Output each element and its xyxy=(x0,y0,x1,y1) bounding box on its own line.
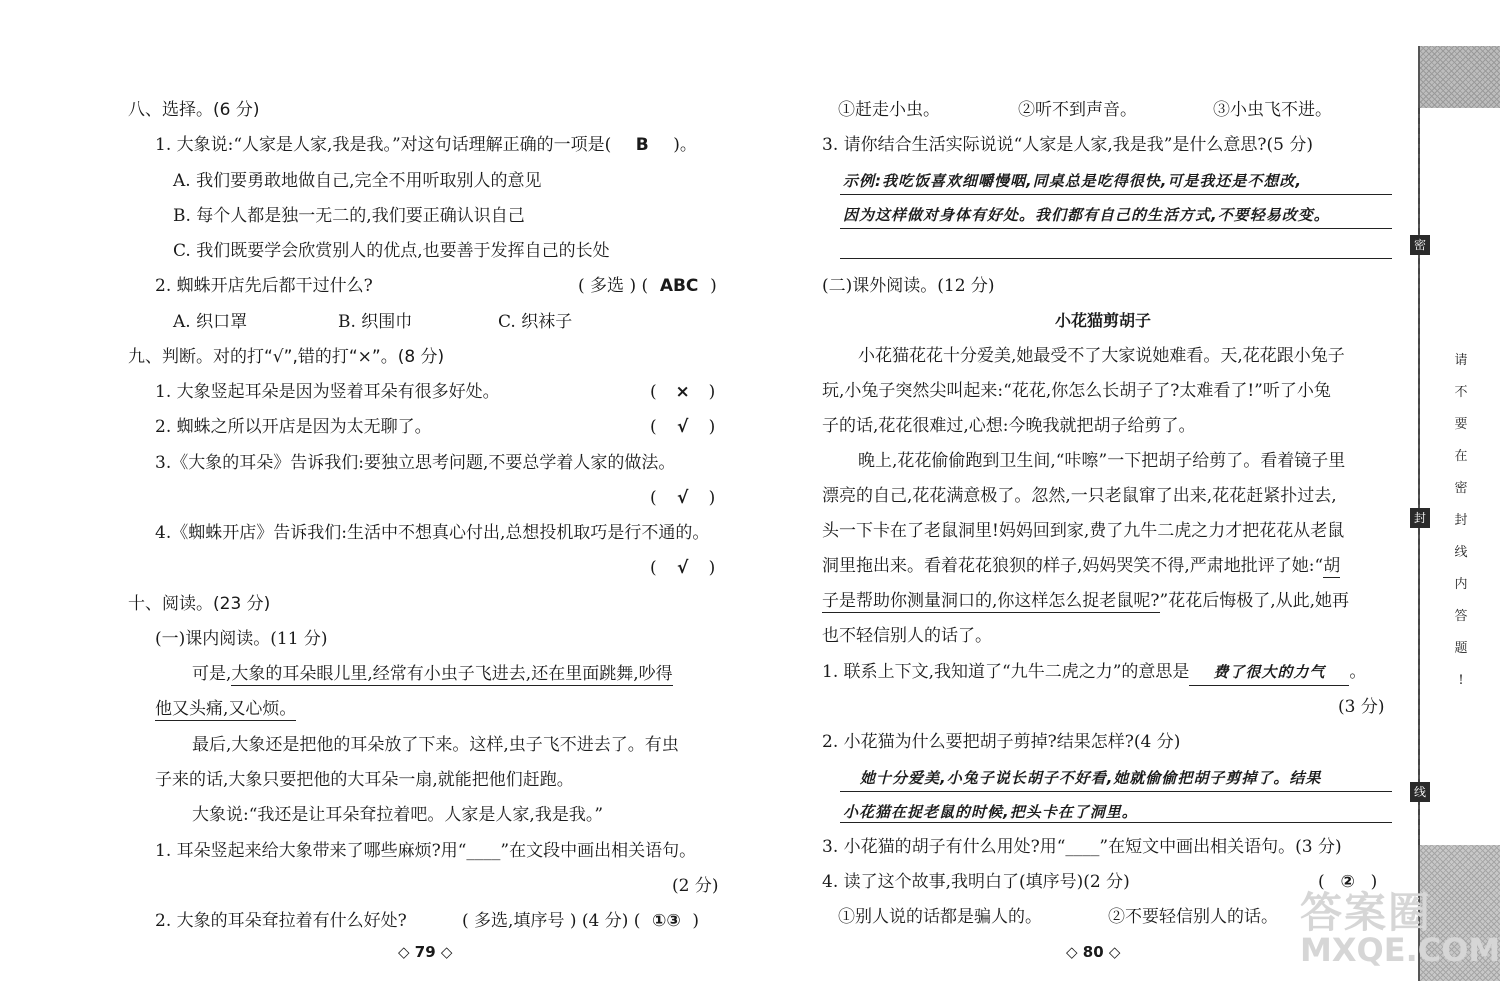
s8-q2-answer: ABC xyxy=(659,276,699,296)
s8-q1-option-c: C. 我们既要学会欣赏别人的优点,也要善于发挥自己的长处 xyxy=(173,241,610,261)
paren-close: ) xyxy=(708,382,716,402)
s8-q2-option-b: B. 织围巾 xyxy=(338,312,413,332)
q2-option-2: ②听不到声音。 xyxy=(1018,100,1137,120)
story-q3-text: 3. 小花猫的胡子有什么用处?用“____”在短文中画出相关语句。(3 分) xyxy=(822,837,1342,857)
section-8-title: 八、选择。(6 分) xyxy=(128,100,260,120)
story-q1-line xyxy=(822,660,1366,686)
s9-q1-text: 1. 大象竖起耳朵是因为竖着耳朵有很多好处。 xyxy=(155,382,500,402)
story-line-8-text: ”花花后悔极了,从此,她再 xyxy=(1159,591,1350,611)
answer-line xyxy=(840,791,1392,792)
story-q1-score: (3 分) xyxy=(1338,697,1385,717)
s10-sub1-title: (一)课内阅读。(11 分) xyxy=(155,629,328,649)
notice-char: ! xyxy=(1458,673,1464,688)
binding-strip-pattern-top xyxy=(1420,46,1500,108)
reading-q3-answer-line-1: 示例:我吃饭喜欢细嚼慢咽,同桌总是吃得很快,可是我还是不想改, xyxy=(843,172,1303,190)
s8-q1-option-b: B. 每个人都是独一无二的,我们要正确认识自己 xyxy=(173,206,525,226)
story-q4-text: 4. 读了这个故事,我明白了(填序号)(2 分) xyxy=(822,872,1130,892)
story-q2-text: 2. 小花猫为什么要把胡子剪掉?结果怎样?(4 分) xyxy=(822,732,1181,752)
story-line-8 xyxy=(822,589,1349,613)
s9-q3-text: 3.《大象的耳朵》告诉我们:要独立思考问题,不要总学着人家的做法。 xyxy=(155,453,676,473)
s8-q2-text: 2. 蜘蛛开店先后都干过什么? xyxy=(155,276,373,296)
passage-1-lead: 可是, xyxy=(192,664,232,684)
paren-close: ) xyxy=(1370,872,1378,892)
notice-char: 线 xyxy=(1454,545,1468,560)
passage-2-line-2: 子来的话,大象只要把他的大耳朵一扇,就能把他们赶跑。 xyxy=(155,770,574,790)
s8-q2-option-a: A. 织口罩 xyxy=(173,312,248,332)
s10-sub2-title: (二)课外阅读。(12 分) xyxy=(822,276,995,296)
notice-char: 题 xyxy=(1454,641,1468,656)
paren-open: ( xyxy=(650,417,657,437)
story-line-4: 晚上,花花偷偷跑到卫生间,“咔嚓”一下把胡子给剪了。看着镜子里 xyxy=(858,451,1346,471)
story-q1-end: 。 xyxy=(1349,662,1367,682)
reading-q1-score: (2 分) xyxy=(672,876,719,896)
s9-q1-answer: × xyxy=(675,382,690,402)
watermark xyxy=(1300,888,1500,980)
paren-close: ) xyxy=(692,911,700,931)
story-line-5: 漂亮的自己,花花满意极了。忽然,一只老鼠窜了出来,花花赶紧扑过去, xyxy=(822,486,1337,506)
story-title: 小花猫剪胡子 xyxy=(1055,311,1152,330)
page-number-left: ◇ 79 ◇ xyxy=(398,943,453,961)
s9-q4-answer-line xyxy=(650,556,715,580)
paren-close: ) xyxy=(708,558,716,578)
notice-char: 不 xyxy=(1454,385,1468,400)
page-number-right: ◇ 80 ◇ xyxy=(1066,943,1121,961)
seal-dashed-line xyxy=(1418,108,1420,845)
passage-1-underlined-cont: 他又头痛,又心烦。 xyxy=(155,699,297,719)
story-line-7-underlined: 胡 xyxy=(1323,556,1341,576)
s9-q2-text: 2. 蜘蛛之所以开店是因为太无聊了。 xyxy=(155,417,432,437)
story-line-8-underlined: 子是帮助你测量洞口的,你这样怎么捉老鼠呢? xyxy=(822,591,1160,611)
notice-char: 在 xyxy=(1454,449,1468,464)
passage-3-line-1: 大象说:“我还是让耳朵耷拉着吧。人家是人家,我是我。” xyxy=(192,805,604,825)
notice-char: 内 xyxy=(1454,577,1468,592)
s9-q4-answer: √ xyxy=(676,558,689,578)
s8-q1-line xyxy=(155,133,697,157)
story-q4-option-2: ②不要轻信别人的话。 xyxy=(1108,907,1278,927)
paren-open: ( xyxy=(1318,872,1325,892)
s9-q3-answer-line xyxy=(650,486,715,510)
s9-q2-answer-line xyxy=(650,415,715,439)
passage-1-line-2 xyxy=(155,697,296,721)
story-line-6: 头一下卡在了老鼠洞里!妈妈回到家,费了九牛二虎之力才把花花从老鼠 xyxy=(822,521,1345,541)
s8-q2-answer-line xyxy=(578,274,717,298)
story-q4-answer: ② xyxy=(1340,872,1355,892)
seal-notice-vertical xyxy=(1452,345,1470,697)
s9-q3-answer: √ xyxy=(676,488,689,508)
section-10-title: 十、阅读。(23 分) xyxy=(128,594,271,614)
notice-char: 封 xyxy=(1454,513,1468,528)
reading-q2-text: 2. 大象的耳朵耷拉着有什么好处? xyxy=(155,911,407,931)
notice-char: 要 xyxy=(1454,417,1468,432)
section-9-title: 九、判断。对的打“√”,错的打“×”。(8 分) xyxy=(128,347,445,367)
passage-2-line-1: 最后,大象还是把他的耳朵放了下来。这样,虫子飞不进去了。有虫 xyxy=(192,735,679,755)
s8-q2-tag: ( 多选 ) ( xyxy=(578,276,649,296)
reading-q2-answer: ①③ xyxy=(652,911,681,931)
story-line-3: 子的话,花花很难过,心想:今晚我就把胡子给剪了。 xyxy=(822,416,1196,436)
q2-option-3: ③小虫飞不进。 xyxy=(1213,100,1332,120)
reading-q3-text: 3. 请你结合生活实际说说“人家是人家,我是我”是什么意思?(5 分) xyxy=(822,135,1314,155)
story-line-7-text: 洞里拖出来。看着花花狼狈的样子,妈妈哭笑不得,严肃地批评了她:“ xyxy=(822,556,1324,576)
reading-q2-answer-line xyxy=(462,909,699,933)
answer-line xyxy=(840,194,1392,195)
s8-q1-text: 1. 大象说:“人家是人家,我是我。”对这句话理解正确的一项是( xyxy=(155,135,612,155)
passage-1-underlined: 大象的耳朵眼儿里,经常有小虫子飞进去,还在里面跳舞,吵得 xyxy=(231,664,673,684)
notice-char: 请 xyxy=(1454,353,1468,368)
s8-q2-close: ) xyxy=(710,276,717,296)
story-q2-answer-line-1: 她十分爱美,小兔子说长胡子不好看,她就偷偷把胡子剪掉了。结果 xyxy=(860,769,1322,787)
seal-tag-feng: 封 xyxy=(1410,508,1430,528)
seal-tag-xian: 线 xyxy=(1410,782,1430,802)
reading-q1-text: 1. 耳朵竖起来给大象带来了哪些麻烦?用“____”在文段中画出相关语句。 xyxy=(155,841,697,861)
s9-q1-answer-line xyxy=(650,380,715,404)
paren-close: ) xyxy=(708,417,716,437)
paren-open: ( xyxy=(650,488,657,508)
s9-q4-text: 4.《蜘蛛开店》告诉我们:生活中不想真心付出,总想投机取巧是行不通的。 xyxy=(155,523,710,543)
q2-option-1: ①赶走小虫。 xyxy=(838,100,940,120)
paren-close: ) xyxy=(708,488,716,508)
watermark-logo: 答案圈 xyxy=(1300,888,1433,937)
answer-line-blank xyxy=(840,258,1392,259)
answer-line xyxy=(840,228,1392,229)
s8-q1-option-a: A. 我们要勇敢地做自己,完全不用听取别人的意见 xyxy=(173,171,542,191)
story-q1-text: 1. 联系上下文,我知道了“九牛二虎之力”的意思是 xyxy=(822,662,1190,682)
s9-q2-answer: √ xyxy=(676,417,689,437)
story-line-9: 也不轻信别人的话了。 xyxy=(822,626,992,646)
story-line-2: 玩,小兔子突然尖叫起来:“花花,你怎么长胡子了?太难看了!”听了小兔 xyxy=(822,381,1331,401)
notice-char: 密 xyxy=(1454,481,1468,496)
story-q4-option-1: ①别人说的话都是骗人的。 xyxy=(838,907,1042,927)
story-line-7 xyxy=(822,554,1340,578)
reading-q3-answer-line-2: 因为这样做对身体有好处。我们都有自己的生活方式,不要轻易改变。 xyxy=(843,206,1330,224)
reading-q2-tag: ( 多选,填序号 ) (4 分) ( xyxy=(462,911,641,931)
notice-char: 答 xyxy=(1454,609,1468,624)
story-q2-answer-line-2: 小花猫在捉老鼠的时候,把头卡在了洞里。 xyxy=(843,803,1138,821)
s8-q1-close: )。 xyxy=(673,135,697,155)
paren-open: ( xyxy=(650,558,657,578)
story-line-1: 小花猫花花十分爱美,她最受不了大家说她难看。天,花花跟小兔子 xyxy=(858,346,1345,366)
seal-tag-mi: 密 xyxy=(1410,235,1430,255)
s8-q1-answer: B xyxy=(635,135,649,155)
paren-open: ( xyxy=(650,382,657,402)
story-q1-answer: 费了很大的力气 xyxy=(1189,660,1349,686)
passage-1-line-1 xyxy=(192,662,673,686)
answer-line xyxy=(840,822,1392,823)
watermark-url: MXQE.COM xyxy=(1300,931,1500,969)
s8-q2-option-c: C. 织袜子 xyxy=(498,312,573,332)
